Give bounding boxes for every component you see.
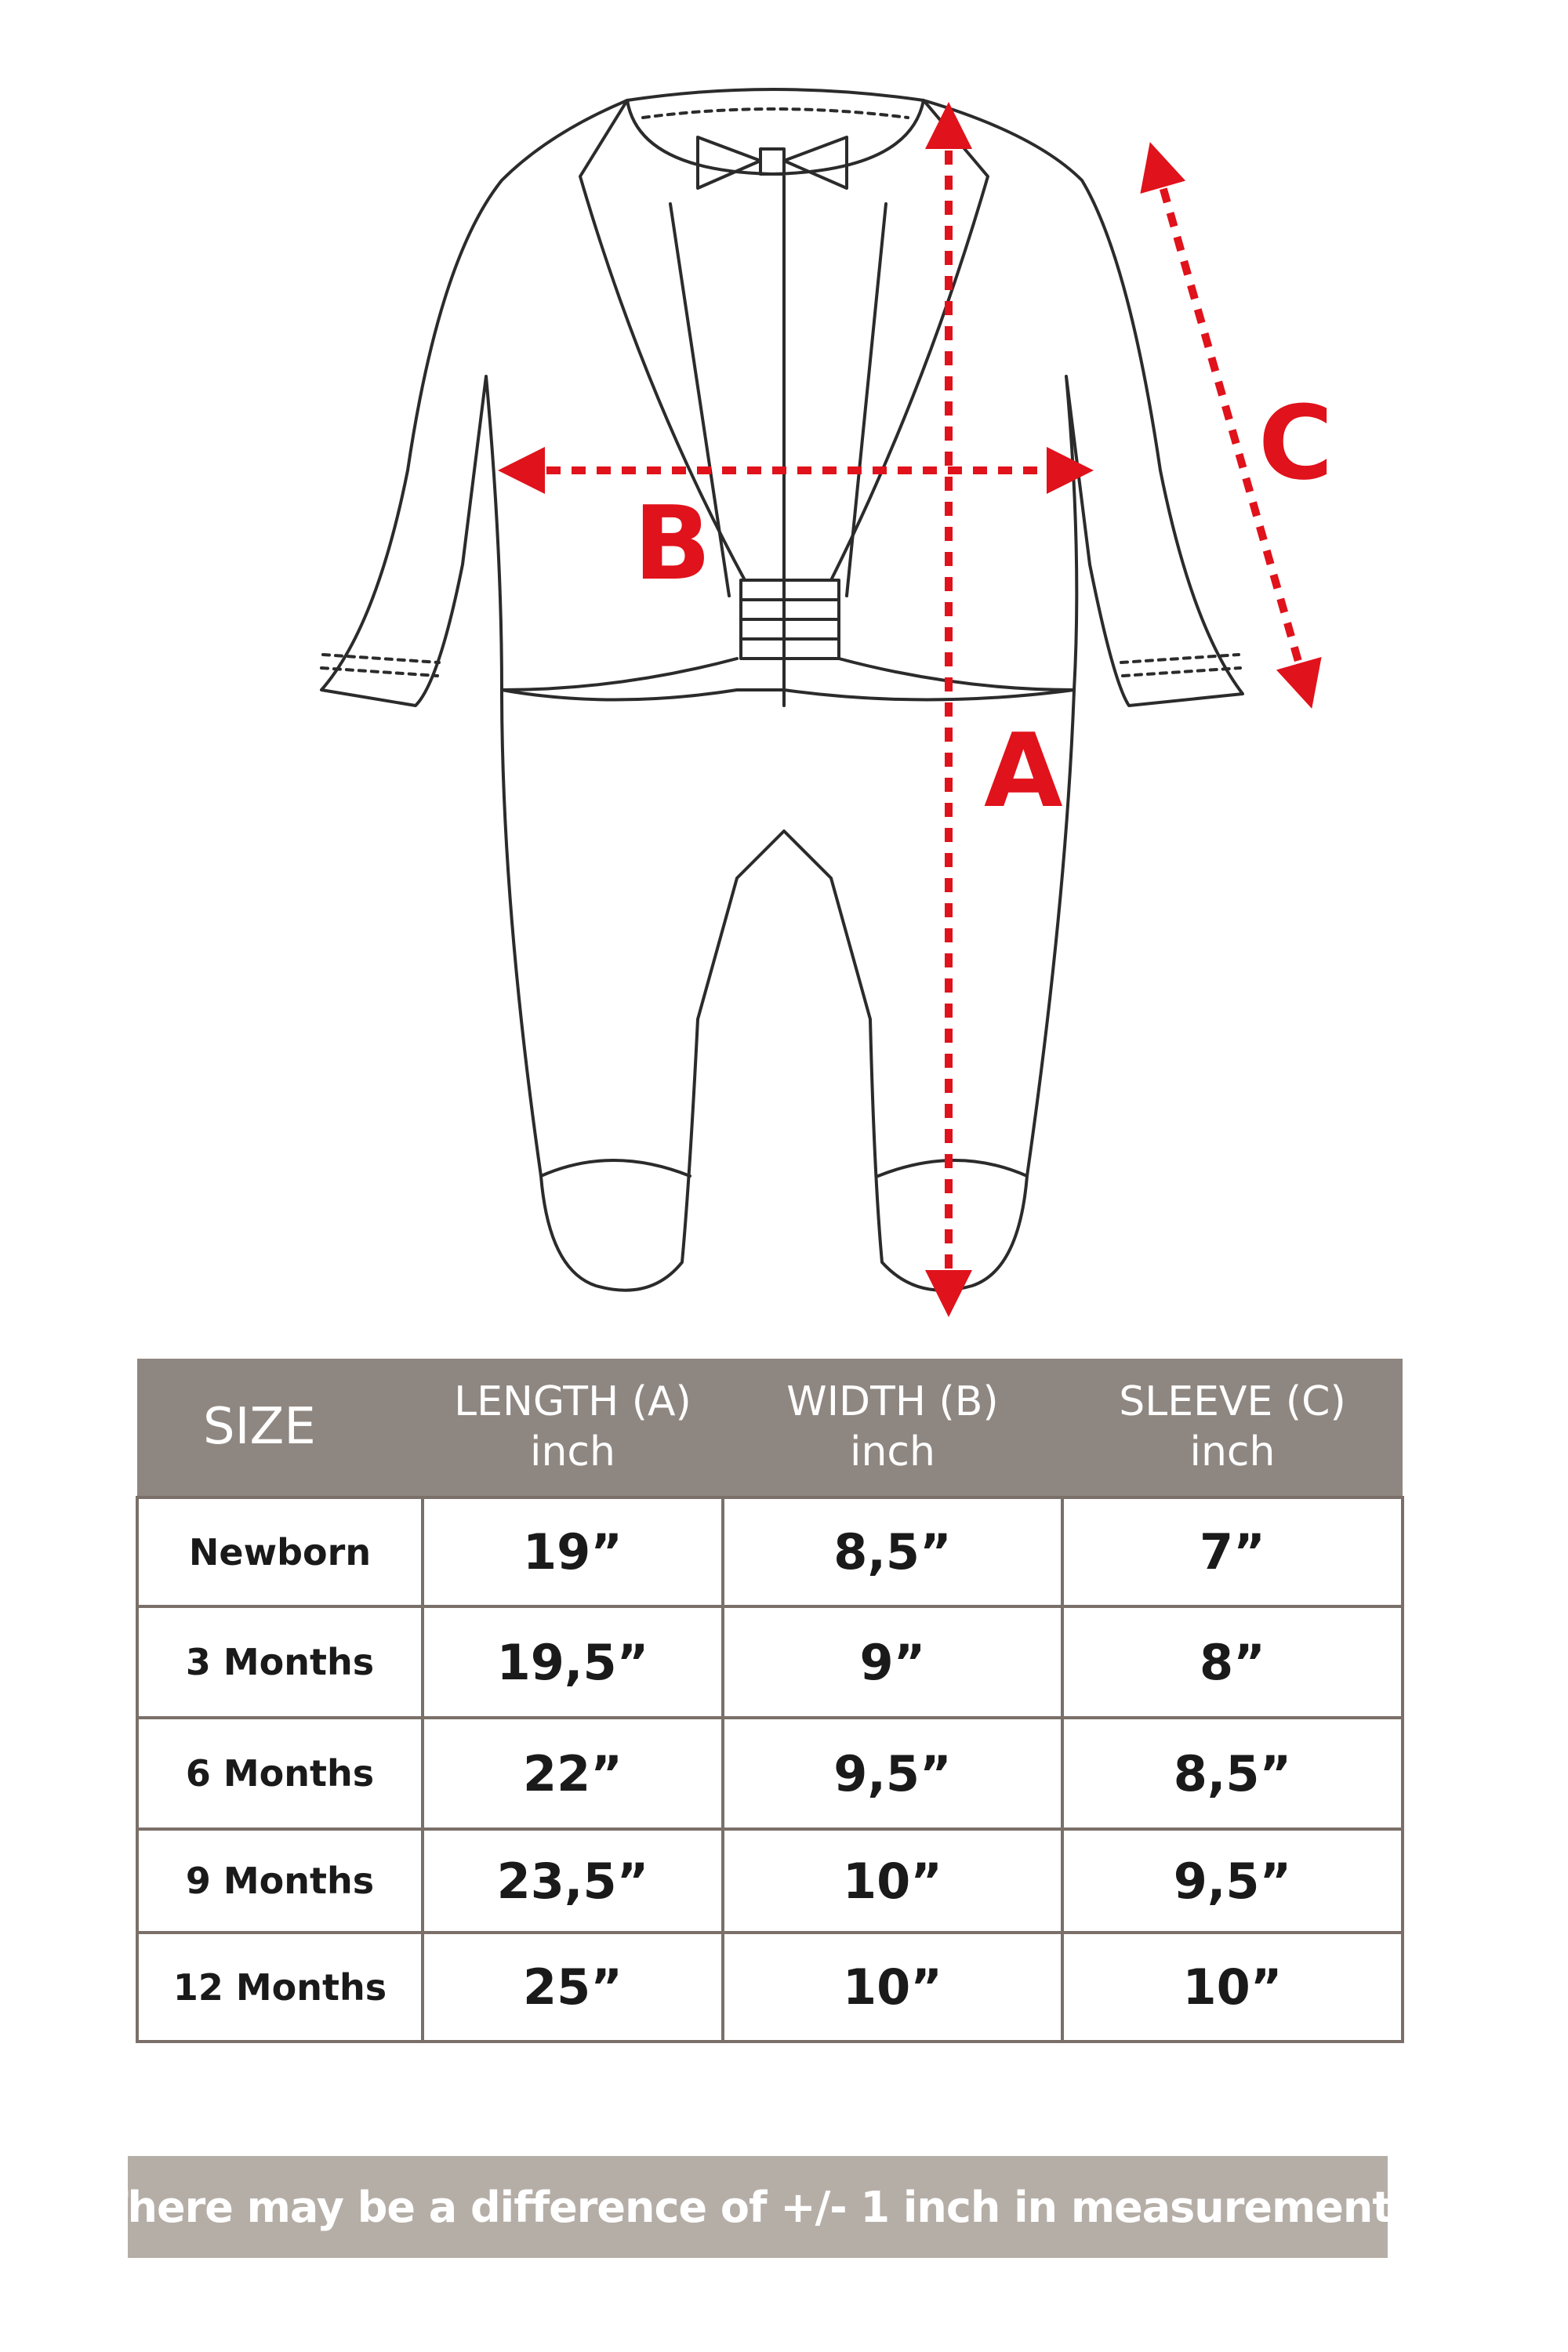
table-row (137, 1497, 1403, 1606)
label-a: A (984, 711, 1063, 830)
width-cell: 9” (723, 1606, 1062, 1718)
header-length: LENGTH (A) inch (454, 1378, 691, 1475)
table-header-row (137, 1359, 1403, 1497)
length-cell: 22” (423, 1718, 723, 1829)
width-cell: 10” (723, 1933, 1062, 2042)
table-row (137, 1606, 1403, 1718)
width-cell: 8,5” (723, 1497, 1062, 1606)
table-row (137, 1933, 1403, 2042)
size-chart-table (136, 1359, 1404, 2043)
header-sleeve: SLEEVE (C) inch (1119, 1378, 1346, 1475)
label-c: C (1258, 383, 1334, 503)
torso-outline (321, 100, 1243, 706)
size-cell: 6 Months (137, 1718, 423, 1829)
sleeve-cell: 9,5” (1062, 1829, 1403, 1933)
table-row (137, 1829, 1403, 1933)
sleeve-cell: 7” (1062, 1497, 1403, 1606)
size-cell: Newborn (137, 1497, 423, 1606)
sleeve-cell: 8” (1062, 1606, 1403, 1718)
length-cell: 19” (423, 1497, 723, 1606)
size-cell: 9 Months (137, 1829, 423, 1933)
length-cell: 19,5” (423, 1606, 723, 1718)
bow-tie (698, 137, 847, 188)
header-width: WIDTH (B) inch (786, 1378, 999, 1475)
neckline (627, 89, 924, 174)
label-b: B (633, 484, 712, 603)
length-cell: 25” (423, 1933, 723, 2042)
size-cell: 3 Months (137, 1606, 423, 1718)
width-cell: 9,5” (723, 1718, 1062, 1829)
size-cell: 12 Months (137, 1933, 423, 2042)
header-size: SIZE (203, 1398, 316, 1457)
sleeve-cell: 8,5” (1062, 1718, 1403, 1829)
width-cell: 10” (723, 1829, 1062, 1933)
length-cell: 23,5” (423, 1829, 723, 1933)
measurement-note-bar (99, 2156, 1417, 2258)
sleeve-cell: 10” (1062, 1933, 1403, 2042)
measurement-note: There may be a difference of +/- 1 inch in measurements (99, 2182, 1417, 2232)
table-row (137, 1718, 1403, 1829)
